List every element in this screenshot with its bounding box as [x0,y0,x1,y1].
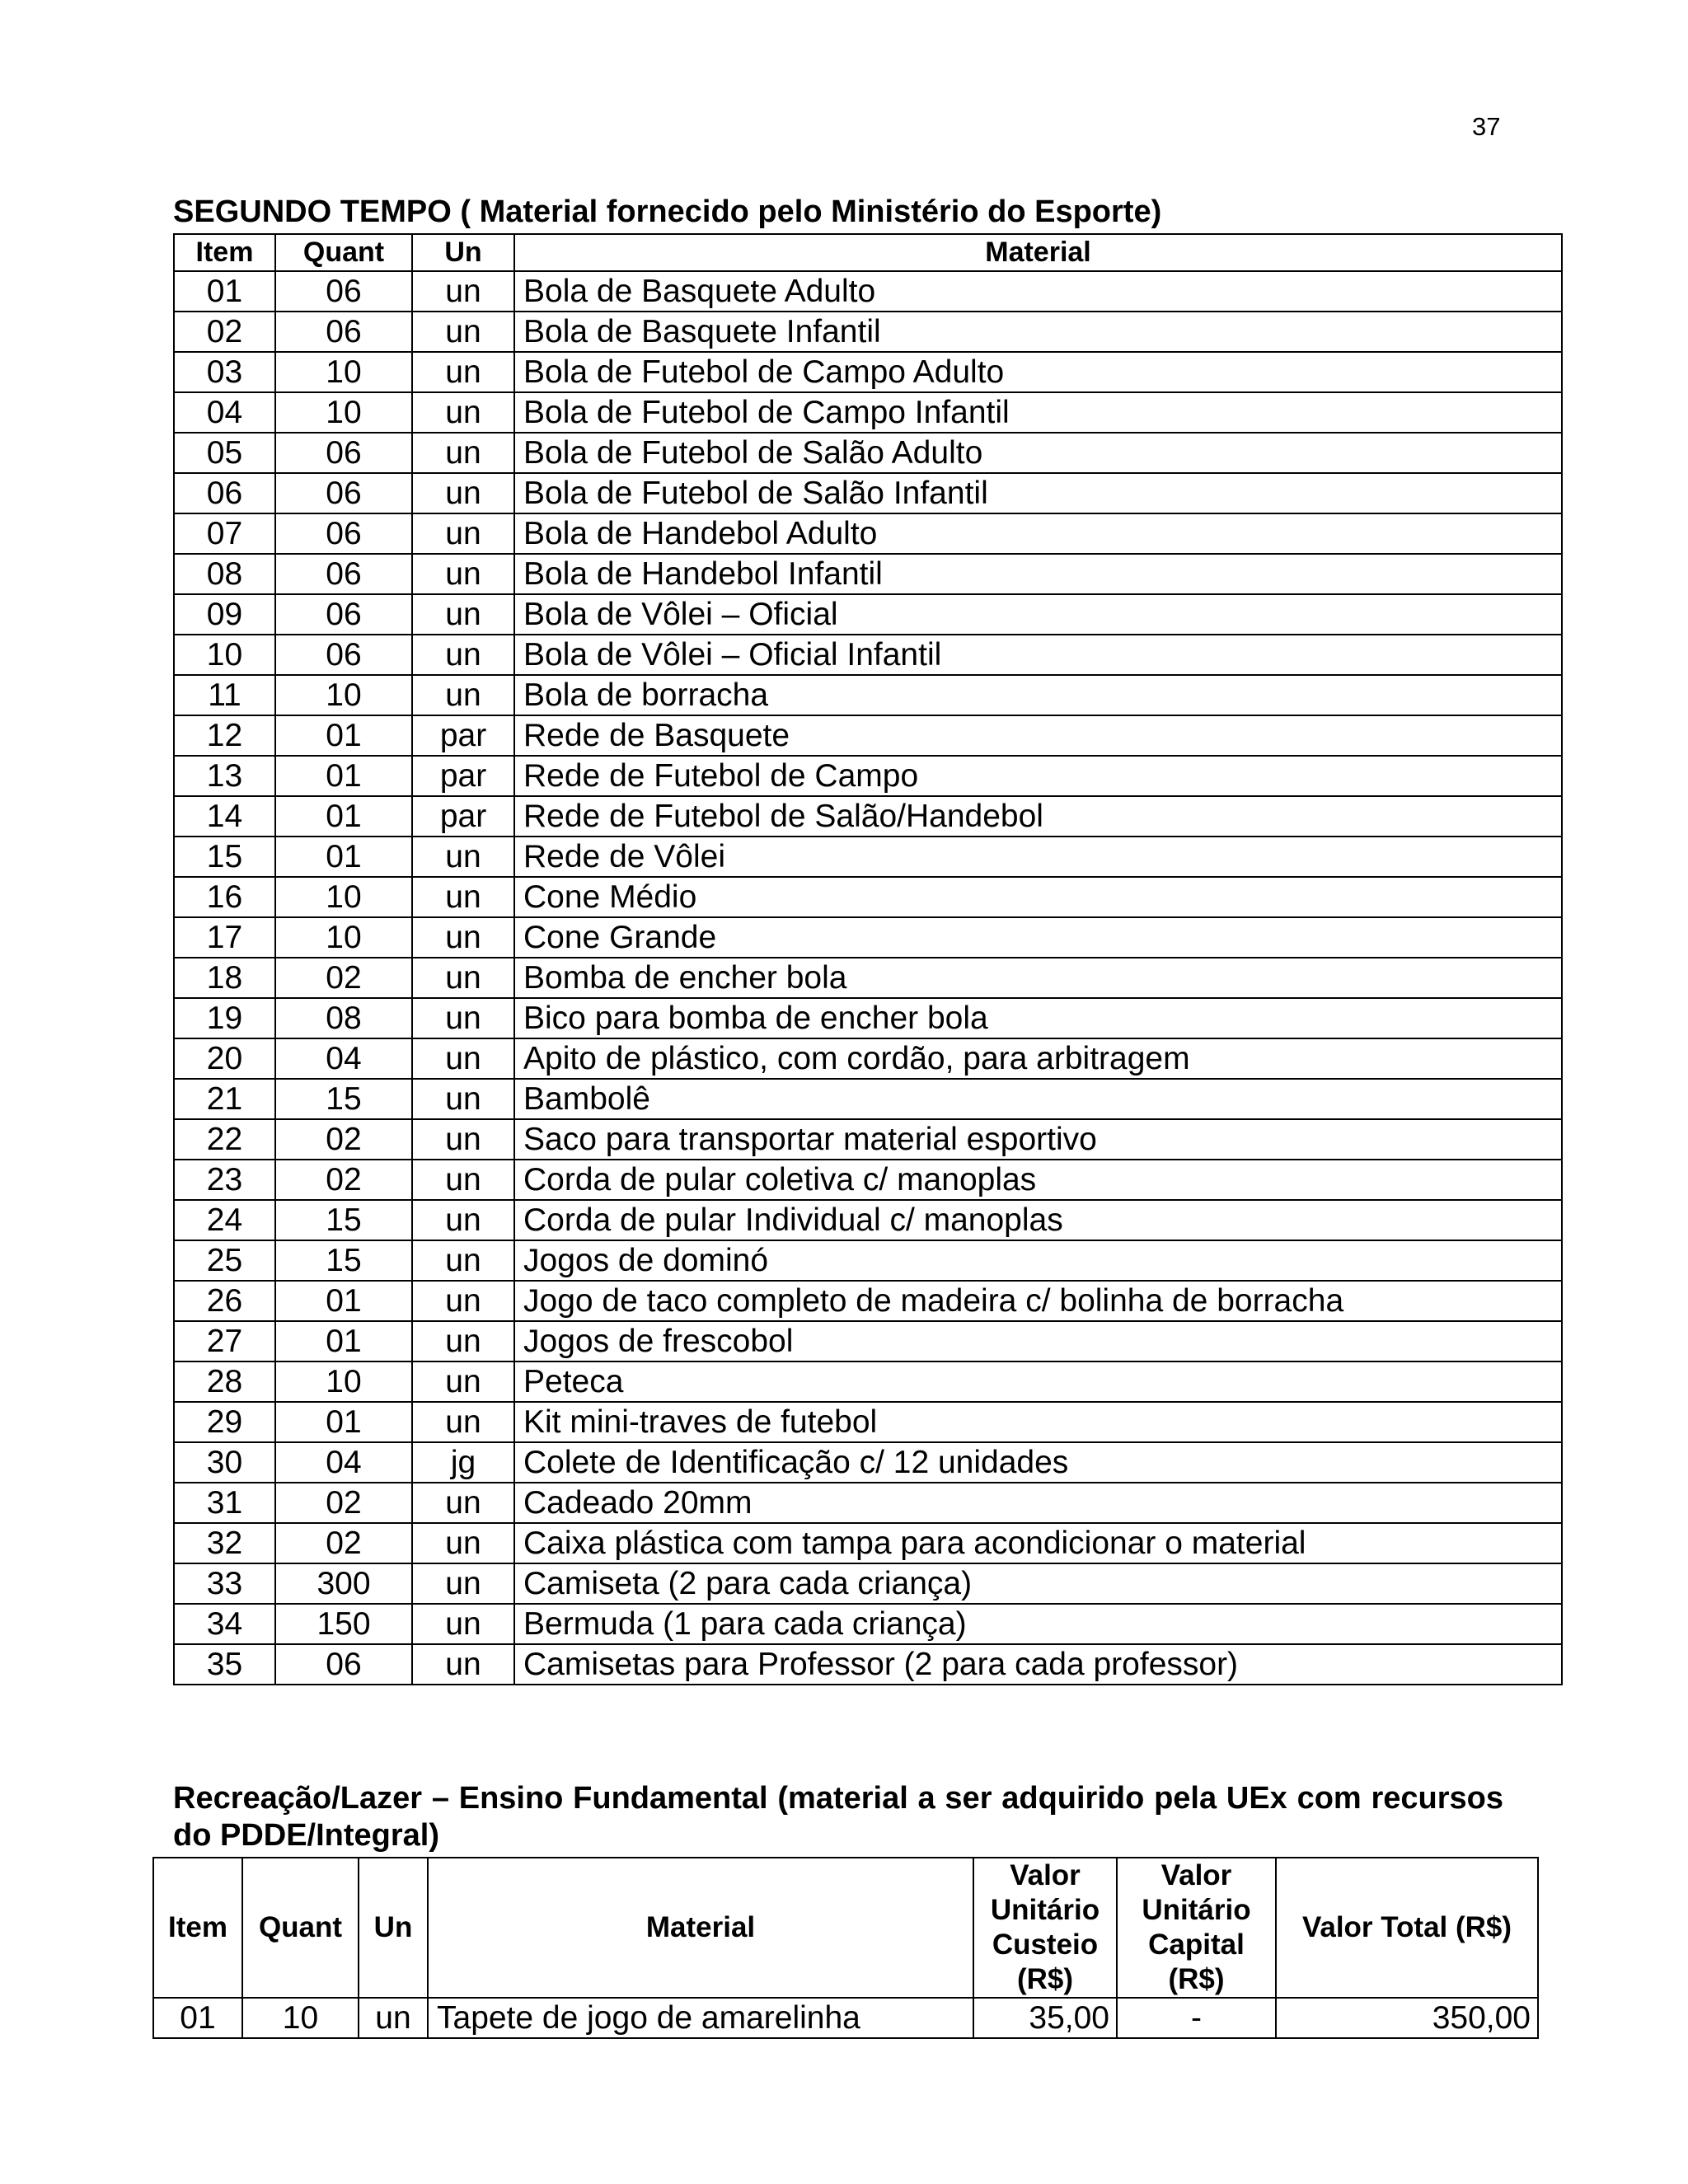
quant-cell: 150 [275,1604,412,1644]
material-cell: Bola de Basquete Infantil [514,312,1562,352]
item-cell: 17 [174,917,275,958]
un-cell: un [412,312,514,352]
material-cell: Jogo de taco completo de madeira c/ bolinha de borracha [514,1281,1562,1321]
quant-cell: 04 [275,1442,412,1483]
material-cell: Jogos de frescobol [514,1321,1562,1361]
material-cell: Bambolê [514,1079,1562,1119]
header-item: Item [153,1858,242,1998]
material-cell: Kit mini-traves de futebol [514,1402,1562,1442]
material-cell: Bola de Futebol de Salão Infantil [514,473,1562,513]
table-row [174,796,1562,837]
un-cell: par [412,796,514,837]
item-cell: 32 [174,1523,275,1563]
quant-cell: 01 [275,1281,412,1321]
un-cell: un [412,675,514,715]
item-cell: 06 [174,473,275,513]
quant-cell: 02 [275,958,412,998]
item-cell: 25 [174,1240,275,1281]
table-row [174,917,1562,958]
quant-cell: 01 [275,837,412,877]
quant-cell: 15 [275,1079,412,1119]
item-cell: 11 [174,675,275,715]
un-cell: un [412,392,514,433]
quant-cell: 10 [275,392,412,433]
quant-cell: 04 [275,1038,412,1079]
un-cell: un [412,594,514,635]
un-cell: un [412,513,514,554]
table-row [174,1523,1562,1563]
material-cell: Corda de pular Individual c/ manoplas [514,1200,1562,1240]
item-cell: 05 [174,433,275,473]
valor-total-cell: 350,00 [1276,1998,1538,2038]
item-cell: 20 [174,1038,275,1079]
material-cell: Bola de borracha [514,675,1562,715]
table-row [174,1160,1562,1200]
material-cell: Bermuda (1 para cada criança) [514,1604,1562,1644]
item-cell: 24 [174,1200,275,1240]
item-cell: 35 [174,1644,275,1685]
table-row [174,1281,1562,1321]
item-cell: 28 [174,1361,275,1402]
table-row [153,1998,1538,2038]
table-row [174,312,1562,352]
item-cell: 09 [174,594,275,635]
item-cell: 26 [174,1281,275,1321]
material-cell: Camiseta (2 para cada criança) [514,1563,1562,1604]
un-cell: par [412,756,514,796]
material-cell: Bola de Basquete Adulto [514,271,1562,312]
quant-cell: 02 [275,1523,412,1563]
item-cell: 07 [174,513,275,554]
un-cell: un [412,635,514,675]
un-cell: un [412,1200,514,1240]
material-cell: Caixa plástica com tampa para acondicionar o material [514,1523,1562,1563]
table-row [174,1038,1562,1079]
material-cell: Cone Grande [514,917,1562,958]
table-row [174,554,1562,594]
quant-cell: 10 [275,917,412,958]
valor-custeio-cell: 35,00 [973,1998,1117,2038]
material-cell: Peteca [514,1361,1562,1402]
table-row [174,675,1562,715]
un-cell: un [412,433,514,473]
table-row [174,1240,1562,1281]
item-cell: 22 [174,1119,275,1160]
un-cell: un [412,1038,514,1079]
quant-cell: 01 [275,796,412,837]
header-material: Material [514,234,1562,271]
table-row [174,1321,1562,1361]
table-row [174,513,1562,554]
material-cell: Camisetas para Professor (2 para cada professor) [514,1644,1562,1685]
quant-cell: 06 [275,473,412,513]
un-cell: un [412,1563,514,1604]
un-cell: un [412,1644,514,1685]
item-cell: 31 [174,1483,275,1523]
table-row [174,715,1562,756]
quant-cell: 01 [275,715,412,756]
item-cell: 27 [174,1321,275,1361]
un-cell: un [412,1281,514,1321]
quant-cell: 06 [275,312,412,352]
un-cell: un [412,917,514,958]
material-cell: Bola de Handebol Infantil [514,554,1562,594]
material-cell: Bola de Futebol de Campo Adulto [514,352,1562,392]
quant-cell: 15 [275,1200,412,1240]
item-cell: 01 [153,1998,242,2038]
un-cell: un [359,1998,428,2038]
material-cell: Bola de Futebol de Campo Infantil [514,392,1562,433]
section2-title: Recreação/Lazer – Ensino Fundamental (material a ser adquirido pela UEx com recursos do PDDE/Integral) [173,1781,1503,1853]
segundo-tempo-table-body [174,271,1562,1685]
section1-title: SEGUNDO TEMPO ( Material fornecido pelo Ministério do Esporte) [173,194,1162,229]
item-cell: 04 [174,392,275,433]
quant-cell: 06 [275,513,412,554]
item-cell: 13 [174,756,275,796]
un-cell: un [412,877,514,917]
un-cell: un [412,958,514,998]
quant-cell: 06 [275,1644,412,1685]
un-cell: par [412,715,514,756]
table-row [174,877,1562,917]
un-cell: un [412,271,514,312]
material-cell: Rede de Basquete [514,715,1562,756]
material-cell: Cone Médio [514,877,1562,917]
un-cell: un [412,1119,514,1160]
quant-cell: 08 [275,998,412,1038]
un-cell: un [412,1240,514,1281]
item-cell: 14 [174,796,275,837]
item-cell: 12 [174,715,275,756]
table-row [174,1442,1562,1483]
item-cell: 10 [174,635,275,675]
un-cell: un [412,1160,514,1200]
item-cell: 29 [174,1402,275,1442]
quant-cell: 15 [275,1240,412,1281]
quant-cell: 06 [275,271,412,312]
material-cell: Rede de Futebol de Campo [514,756,1562,796]
table-row [174,1644,1562,1685]
table-row [174,1402,1562,1442]
material-cell: Bola de Futebol de Salão Adulto [514,433,1562,473]
quant-cell: 300 [275,1563,412,1604]
table-row [174,594,1562,635]
quant-cell: 10 [275,877,412,917]
material-cell: Saco para transportar material esportivo [514,1119,1562,1160]
table-row [174,837,1562,877]
header-material: Material [428,1858,973,1998]
table-row [174,1200,1562,1240]
table-row [174,1483,1562,1523]
item-cell: 02 [174,312,275,352]
material-cell: Cadeado 20mm [514,1483,1562,1523]
quant-cell: 02 [275,1160,412,1200]
item-cell: 23 [174,1160,275,1200]
table-row [174,271,1562,312]
material-cell: Bola de Vôlei – Oficial [514,594,1562,635]
quant-cell: 01 [275,1402,412,1442]
item-cell: 21 [174,1079,275,1119]
un-cell: un [412,837,514,877]
quant-cell: 06 [275,433,412,473]
quant-cell: 06 [275,594,412,635]
header-un: Un [359,1858,428,1998]
header-valor-unitario-capital: Valor Unitário Capital (R$) [1117,1858,1276,1998]
un-cell: un [412,1523,514,1563]
un-cell: un [412,998,514,1038]
segundo-tempo-table [173,233,1563,1685]
table-row [174,998,1562,1038]
table-row [174,635,1562,675]
item-cell: 01 [174,271,275,312]
header-item: Item [174,234,275,271]
un-cell: un [412,1079,514,1119]
material-cell: Corda de pular coletiva c/ manoplas [514,1160,1562,1200]
un-cell: un [412,1604,514,1644]
material-cell: Colete de Identificação c/ 12 unidades [514,1442,1562,1483]
table-row [174,392,1562,433]
header-quant: Quant [242,1858,359,1998]
item-cell: 16 [174,877,275,917]
item-cell: 03 [174,352,275,392]
header-un: Un [412,234,514,271]
un-cell: un [412,352,514,392]
recreacao-table [152,1857,1539,2039]
item-cell: 08 [174,554,275,594]
table-row [174,473,1562,513]
quant-cell: 10 [242,1998,359,2038]
table-row [174,1119,1562,1160]
quant-cell: 10 [275,1361,412,1402]
item-cell: 18 [174,958,275,998]
valor-capital-cell: - [1117,1998,1276,2038]
material-cell: Tapete de jogo de amarelinha [428,1998,973,2038]
header-valor-total: Valor Total (R$) [1276,1858,1538,1998]
material-cell: Rede de Futebol de Salão/Handebol [514,796,1562,837]
item-cell: 15 [174,837,275,877]
un-cell: un [412,1361,514,1402]
item-cell: 30 [174,1442,275,1483]
un-cell: un [412,1402,514,1442]
table-row [174,1079,1562,1119]
table-row [174,1361,1562,1402]
table-row [174,756,1562,796]
table-row [174,1604,1562,1644]
un-cell: un [412,1321,514,1361]
un-cell: un [412,554,514,594]
table-row [174,433,1562,473]
quant-cell: 06 [275,635,412,675]
table-row [174,958,1562,998]
material-cell: Jogos de dominó [514,1240,1562,1281]
item-cell: 34 [174,1604,275,1644]
item-cell: 19 [174,998,275,1038]
header-valor-unitario-custeio: Valor Unitário Custeio (R$) [973,1858,1117,1998]
recreacao-table-body [153,1998,1538,2038]
material-cell: Bola de Handebol Adulto [514,513,1562,554]
quant-cell: 02 [275,1119,412,1160]
material-cell: Apito de plástico, com cordão, para arbitragem [514,1038,1562,1079]
material-cell: Rede de Vôlei [514,837,1562,877]
quant-cell: 10 [275,675,412,715]
table-row [174,1563,1562,1604]
quant-cell: 01 [275,1321,412,1361]
quant-cell: 01 [275,756,412,796]
header-quant: Quant [275,234,412,271]
material-cell: Bola de Vôlei – Oficial Infantil [514,635,1562,675]
table-header-row [153,1858,1538,1998]
page-number: 37 [1472,112,1501,141]
quant-cell: 06 [275,554,412,594]
table-header-row [174,234,1562,271]
material-cell: Bomba de encher bola [514,958,1562,998]
un-cell: un [412,1483,514,1523]
table-row [174,352,1562,392]
item-cell: 33 [174,1563,275,1604]
quant-cell: 10 [275,352,412,392]
un-cell: jg [412,1442,514,1483]
quant-cell: 02 [275,1483,412,1523]
un-cell: un [412,473,514,513]
material-cell: Bico para bomba de encher bola [514,998,1562,1038]
